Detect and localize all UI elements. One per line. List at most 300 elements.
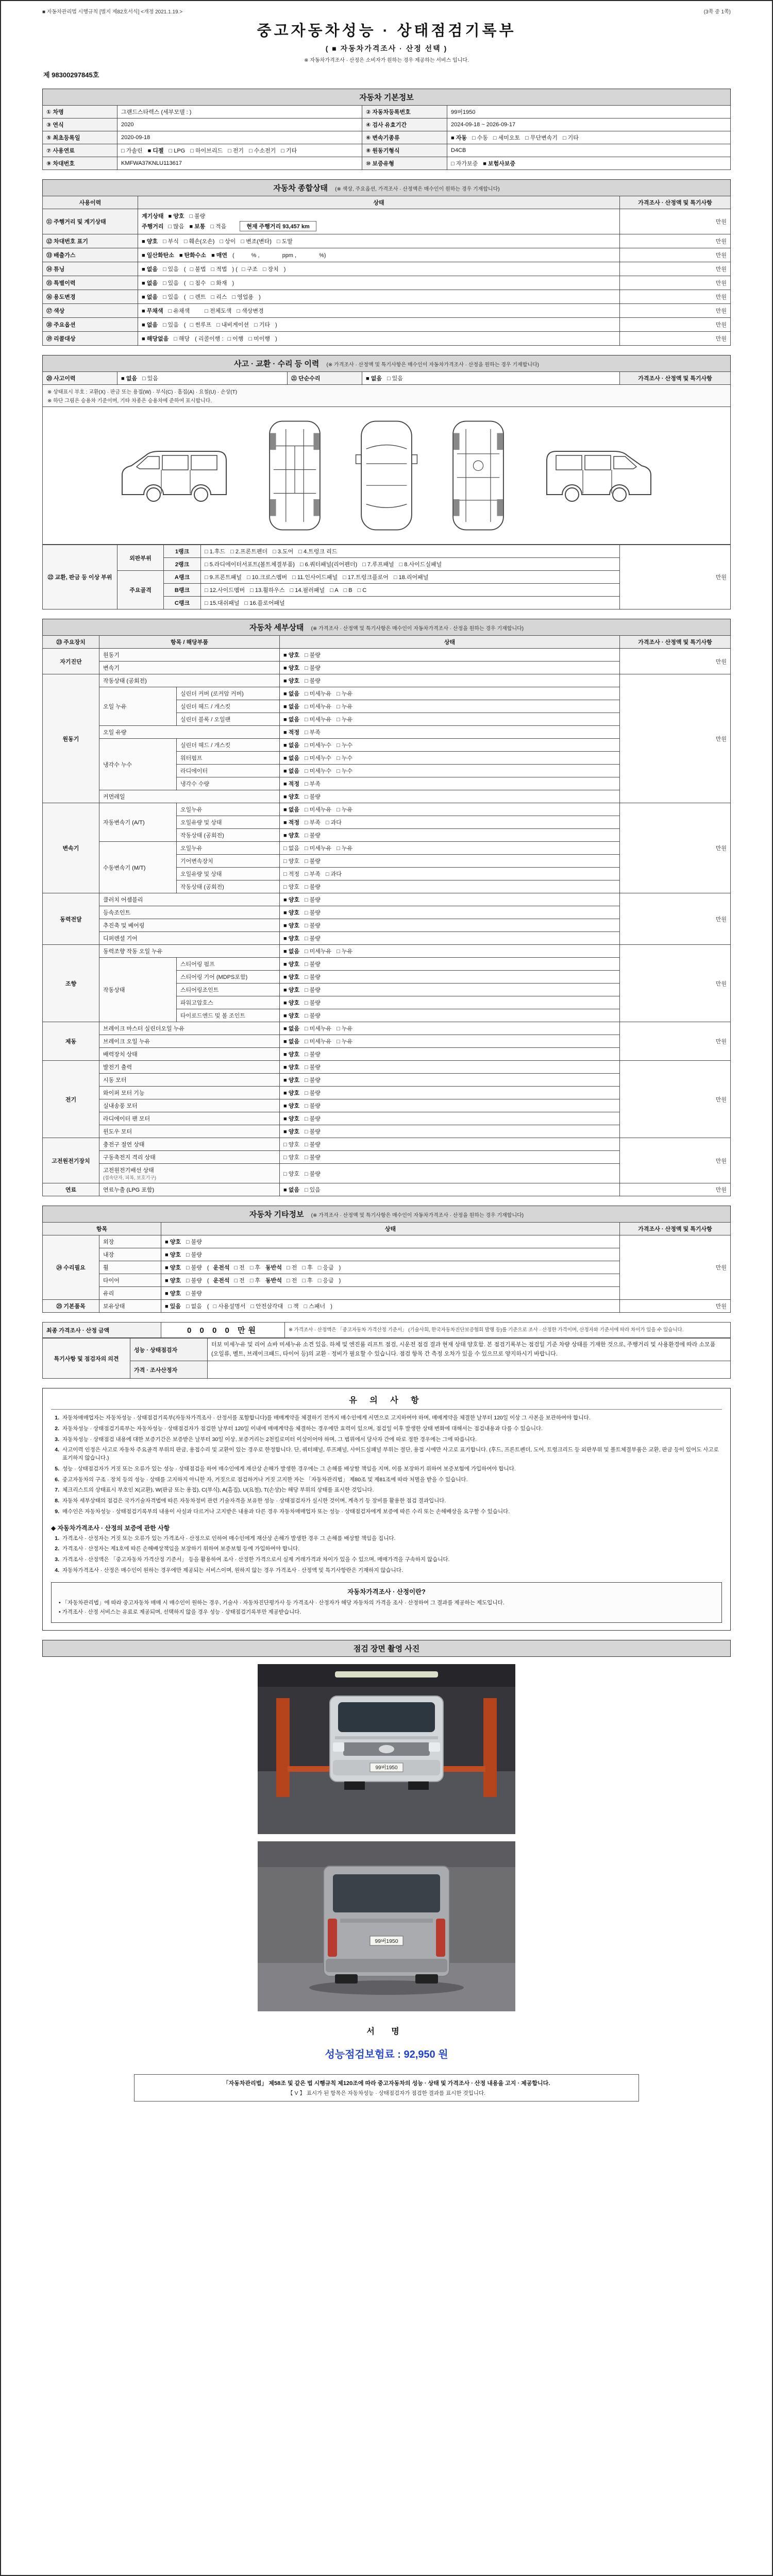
usage-history-row xyxy=(43,332,731,346)
checkbox-checked[interactable]: ■ 양호 xyxy=(283,833,299,839)
checkbox-unchecked[interactable]: □ 부족 xyxy=(304,781,321,787)
checkbox-unchecked[interactable]: □ 양호 xyxy=(283,1171,299,1177)
device-state xyxy=(280,726,620,739)
price-cell: 만원 xyxy=(620,332,731,346)
car-diagram-underbody-front xyxy=(261,416,328,535)
checkbox-unchecked[interactable]: □ 양호 xyxy=(283,858,299,865)
device-state xyxy=(280,945,620,958)
inspection-insurance-fee xyxy=(42,2046,731,2061)
checkbox-checked[interactable]: ■ 보통 xyxy=(189,224,206,230)
checkbox-unchecked[interactable]: □ 불량 xyxy=(304,1077,321,1083)
checkbox-checked[interactable]: ■ 양호 xyxy=(283,1052,299,1058)
checkbox-unchecked[interactable]: □ 미세누유 xyxy=(304,704,332,710)
checkbox-unchecked[interactable]: □ 미세누유 xyxy=(304,845,332,852)
checkbox-unchecked[interactable]: □ 불량 xyxy=(186,1291,202,1297)
checkbox-unchecked[interactable]: □ 없음 xyxy=(186,1303,202,1310)
checkbox-unchecked[interactable]: □ 부족 xyxy=(304,730,321,736)
checkbox-unchecked[interactable]: □ 기타 xyxy=(254,322,270,328)
checkbox-unchecked[interactable]: □ 누유 xyxy=(337,1039,353,1045)
checkbox-unchecked[interactable]: □ 영업용 xyxy=(232,294,254,300)
checkbox-unchecked[interactable]: □ 양호 xyxy=(283,1155,299,1161)
checkbox-unchecked[interactable]: □ 이행 xyxy=(227,336,244,342)
checkbox-unchecked[interactable]: □ 하이브리드 xyxy=(190,148,223,154)
field-sublabel: 운전석 xyxy=(213,1265,230,1271)
checkbox-checked[interactable]: ■ 양호 xyxy=(283,974,299,980)
checkbox-unchecked[interactable]: □ 수동 xyxy=(472,135,488,141)
checkbox-unchecked[interactable]: □ 12.사이드멤버 xyxy=(205,587,245,594)
checkbox-checked[interactable]: ■ 양호 xyxy=(165,1239,181,1245)
checkbox-checked[interactable]: ■ 양호 xyxy=(165,1278,181,1284)
checkbox-unchecked[interactable]: □ 불량 xyxy=(186,1278,202,1284)
checkbox-checked[interactable]: ■ 양호 xyxy=(168,213,184,219)
other-group-label: ㉕ 기본품목 xyxy=(43,1300,99,1313)
checkbox-unchecked[interactable]: □ 장치 xyxy=(262,266,279,273)
checkbox-unchecked[interactable]: □ 불량 xyxy=(304,961,321,968)
checkbox-unchecked[interactable]: □ 후 xyxy=(302,1278,313,1284)
checkbox-unchecked[interactable]: □ 미세누유 xyxy=(304,948,332,955)
checkbox-unchecked[interactable]: □ 미세누유 xyxy=(304,1026,332,1032)
guarantee-item-text: 가격조사 · 산정자는 거짓 또는 오류가 있는 가격조사 · 산정으로 인하여 매수인에게 재산상 손해가 발생한 경우 그 손해를 배상할 책임을 집니다. xyxy=(62,1535,396,1541)
checkbox-unchecked[interactable]: □ 해당 xyxy=(174,336,190,342)
checkbox-unchecked[interactable]: □ 불량 xyxy=(304,1090,321,1096)
checkbox-unchecked[interactable]: □ 있음 xyxy=(142,376,158,382)
basic-info-row xyxy=(43,118,731,131)
inline-text: ( xyxy=(183,322,186,328)
checkbox-unchecked[interactable]: □ 누유 xyxy=(337,717,353,723)
checkbox-checked[interactable]: ■ 양호 xyxy=(283,678,299,684)
checkbox-unchecked[interactable]: □ 불량 xyxy=(186,1239,202,1245)
checkbox-unchecked[interactable]: □ 미세누유 xyxy=(304,807,332,813)
checkbox-unchecked[interactable]: □ 있음 xyxy=(304,1187,321,1193)
checkbox-checked[interactable]: ■ 양호 xyxy=(283,961,299,968)
checkbox-unchecked[interactable]: □ 화재 xyxy=(211,280,227,286)
checkbox-checked[interactable]: ■ 없음 xyxy=(283,1026,299,1032)
device-state xyxy=(280,1074,620,1087)
checkbox-unchecked[interactable]: □ 있음 xyxy=(162,266,179,273)
checkbox-unchecked[interactable]: □ 적법 xyxy=(211,266,227,273)
checkbox-unchecked[interactable]: □ 불량 xyxy=(304,987,321,993)
device-state xyxy=(280,996,620,1009)
device-row xyxy=(43,1022,731,1035)
checkbox-checked[interactable]: ■ 디젤 xyxy=(147,148,164,154)
checkbox-unchecked[interactable]: □ 미세누유 xyxy=(304,1039,332,1045)
checkbox-unchecked[interactable]: □ 양호 xyxy=(283,1142,299,1148)
basic-info-row xyxy=(43,106,731,118)
checkbox-unchecked[interactable]: □ 전체도색 xyxy=(205,308,232,314)
checkbox-unchecked[interactable]: □ 기타 xyxy=(562,135,579,141)
inline-text: ( 리콜이행 : xyxy=(195,336,224,342)
checkbox-checked[interactable]: ■ 없음 xyxy=(142,266,158,273)
checkbox-unchecked[interactable]: □ 세미오토 xyxy=(493,135,520,141)
checkbox-unchecked[interactable]: □ 없음 xyxy=(283,845,299,852)
checkbox-unchecked[interactable]: □ 전 xyxy=(287,1265,297,1271)
checkbox-unchecked[interactable]: □ 사용설명서 xyxy=(213,1303,246,1310)
checkbox-unchecked[interactable]: □ 미세누수 xyxy=(304,755,332,761)
price-cell: 만원 xyxy=(620,545,731,609)
checkbox-unchecked[interactable]: □ 불량 xyxy=(304,1129,321,1135)
checkbox-unchecked[interactable]: □ 응급 xyxy=(317,1278,334,1284)
checkbox-checked[interactable]: ■ 양호 xyxy=(165,1252,181,1258)
checkbox-unchecked[interactable]: □ 17.트렁크플로어 xyxy=(343,574,389,581)
checkbox-checked[interactable]: ■ 자동 xyxy=(451,135,467,141)
checkbox-unchecked[interactable]: □ 리스 xyxy=(211,294,227,300)
checkbox-unchecked[interactable]: □ 적정 xyxy=(283,871,299,877)
checkbox-checked[interactable]: ■ 적정 xyxy=(283,730,299,736)
footer-legal-box xyxy=(134,2074,639,2102)
checkbox-unchecked[interactable]: □ 유채색 xyxy=(168,308,190,314)
device-state xyxy=(280,777,620,790)
checkbox-unchecked[interactable]: □ 색상변경 xyxy=(237,308,264,314)
rank-label: A랭크 xyxy=(164,571,201,584)
checkbox-unchecked[interactable]: □ 불량 xyxy=(304,910,321,916)
usage-history-row xyxy=(43,290,731,304)
opinion-row-appraiser xyxy=(43,1361,731,1379)
checkbox-checked[interactable]: ■ 없음 xyxy=(366,376,382,382)
device-row xyxy=(43,803,731,816)
checkbox-unchecked[interactable]: □ 안전삼각대 xyxy=(250,1303,283,1310)
checkbox-unchecked[interactable]: □ 불량 xyxy=(304,794,321,800)
checkbox-checked[interactable]: ■ 일산화탄소 xyxy=(142,252,174,259)
final-price-value xyxy=(161,1323,285,1338)
checkbox-unchecked[interactable]: □ 가솔린 xyxy=(121,148,143,154)
checkbox-checked[interactable]: ■ 양호 xyxy=(283,794,299,800)
checkbox-unchecked[interactable]: □ 불량 xyxy=(304,652,321,658)
appraiser-comment xyxy=(208,1361,731,1379)
device-subitem-label: 오일유량 및 상태 xyxy=(177,816,280,829)
checkbox-checked[interactable]: ■ 양호 xyxy=(283,1116,299,1122)
device-group-label: 고전원전기장치 xyxy=(43,1138,99,1183)
checkbox-unchecked[interactable]: □ 미이행 xyxy=(248,336,271,342)
checkbox-unchecked[interactable]: □ C xyxy=(357,587,367,594)
notice-item-number: 9. xyxy=(55,1508,59,1515)
checkbox-unchecked[interactable]: □ 후 xyxy=(249,1278,261,1284)
other-info-row xyxy=(43,1235,731,1248)
checkbox-unchecked[interactable]: □ 13.휠하우스 xyxy=(250,587,285,594)
field-label: ⑥ 변속기종류 xyxy=(362,131,447,144)
checkbox-checked[interactable]: ■ 양호 xyxy=(283,1103,299,1109)
device-subitem-label: 스티어링 펌프 xyxy=(177,958,280,971)
checkbox-unchecked[interactable]: □ 과다 xyxy=(325,820,342,826)
checkbox-checked[interactable]: ■ 없음 xyxy=(283,768,299,774)
opinion-label: 특기사항 및 점검자의 의견 xyxy=(43,1338,130,1379)
checkbox-unchecked[interactable]: □ 후 xyxy=(249,1265,261,1271)
checkbox-checked[interactable]: ■ 없음 xyxy=(283,807,299,813)
device-group-label: 제동 xyxy=(43,1022,99,1061)
device-state xyxy=(280,816,620,829)
basic-info-row xyxy=(43,157,731,170)
checkbox-unchecked[interactable]: □ 불량 xyxy=(304,897,321,903)
checkbox-checked[interactable]: ■ 없음 xyxy=(142,294,158,300)
checkbox-checked[interactable]: ■ 보험사보증 xyxy=(483,161,516,167)
form-reference-line xyxy=(42,7,731,15)
checkbox-unchecked[interactable]: □ 불량 xyxy=(189,213,206,219)
checkbox-unchecked[interactable]: □ 불량 xyxy=(304,1142,321,1148)
checkbox-unchecked[interactable]: □ 불량 xyxy=(304,936,321,942)
checkbox-unchecked[interactable]: □ 누수 xyxy=(337,755,353,761)
column-header-price: 가격조사 · 산정액 및 특기사항 xyxy=(620,1223,731,1235)
device-state xyxy=(280,700,620,713)
checkbox-unchecked[interactable]: □ 불량 xyxy=(304,1116,321,1122)
checkbox-unchecked[interactable]: □ 전 xyxy=(234,1278,245,1284)
device-state xyxy=(280,739,620,752)
device-state xyxy=(280,1022,620,1035)
checkbox-unchecked[interactable]: □ 불량 xyxy=(304,1052,321,1058)
checkbox-checked[interactable]: ■ 탄화수소 xyxy=(179,252,207,259)
checkbox-checked[interactable]: ■ 없음 xyxy=(283,948,299,955)
checkbox-unchecked[interactable]: □ 11.인사이드패널 xyxy=(292,574,338,581)
checkbox-unchecked[interactable]: □ 4.트렁크 리드 xyxy=(298,549,338,555)
checkbox-unchecked[interactable]: □ LPG xyxy=(169,148,186,154)
field-label: ⑧ 원동기형식 xyxy=(362,144,447,157)
checkbox-unchecked[interactable]: □ 많음 xyxy=(168,224,184,230)
checkbox-unchecked[interactable]: □ 내비게이션 xyxy=(216,322,249,328)
checkbox-unchecked[interactable]: □ 잭 xyxy=(288,1303,299,1310)
checkbox-unchecked[interactable]: □ 불법 xyxy=(190,266,206,273)
section-final-price xyxy=(42,1322,731,1379)
checkbox-checked[interactable]: ■ 양호 xyxy=(283,1077,299,1083)
checkbox-unchecked[interactable]: □ 있음 xyxy=(162,280,179,286)
checkbox-unchecked[interactable]: □ 부족 xyxy=(304,871,321,877)
other-item-state xyxy=(161,1261,620,1274)
checkbox-checked[interactable]: ■ 양호 xyxy=(283,1090,299,1096)
checkbox-unchecked[interactable]: □ 1.후드 xyxy=(205,549,226,555)
history-item-label: ⑯ 용도변경 xyxy=(43,290,138,304)
history-item-label: ⑪ 주행거리 및 계기상태 xyxy=(43,209,138,234)
checkbox-checked[interactable]: ■ 양호 xyxy=(283,1064,299,1071)
notice-item-number: 8. xyxy=(55,1498,59,1504)
checkbox-checked[interactable]: ■ 없음 xyxy=(283,717,299,723)
checkbox-unchecked[interactable]: □ 기타 xyxy=(281,148,297,154)
checkbox-checked[interactable]: ■ 없음 xyxy=(283,691,299,697)
device-group-label: 연료 xyxy=(43,1183,99,1196)
price-guarantee-list xyxy=(51,1535,722,1575)
checkbox-unchecked[interactable]: □ 적음 xyxy=(210,224,227,230)
checkbox-checked[interactable]: ■ 없음 xyxy=(283,742,299,749)
device-item-label: 커먼레일 xyxy=(99,790,280,803)
device-item-label: 추진축 및 베어링 xyxy=(99,919,280,932)
checkbox-checked[interactable]: ■ 없음 xyxy=(142,280,158,286)
checkbox-checked[interactable]: ■ 없음 xyxy=(283,1039,299,1045)
checkbox-unchecked[interactable]: □ 전 xyxy=(287,1278,297,1284)
rank-label: C랭크 xyxy=(164,597,201,609)
price-cell: 만원 xyxy=(620,318,731,332)
inline-text: ( % , ppm , %) xyxy=(232,252,326,259)
device-state xyxy=(280,829,620,842)
device-subitem-label: 타이로드엔드 및 볼 조인트 xyxy=(177,1009,280,1022)
checkbox-unchecked[interactable]: □ 과다 xyxy=(325,871,342,877)
checkbox-unchecked[interactable]: □ 누수 xyxy=(337,742,353,749)
checkbox-unchecked[interactable]: □ 불량 xyxy=(304,1000,321,1006)
frame-group-label: 주요골격 xyxy=(117,571,164,609)
device-row xyxy=(43,893,731,906)
device-row xyxy=(43,1061,731,1074)
checkbox-unchecked[interactable]: □ 불량 xyxy=(186,1252,202,1258)
checkbox-unchecked[interactable]: □ 전기 xyxy=(228,148,244,154)
checkbox-unchecked[interactable]: □ 불량 xyxy=(304,833,321,839)
inline-text: ) xyxy=(339,1278,341,1284)
history-item-label: ⑬ 배출가스 xyxy=(43,248,138,262)
device-item-label: 실내송풍 모터 xyxy=(99,1099,280,1112)
checkbox-checked[interactable]: ■ 없음 xyxy=(283,1187,299,1193)
notice-item-text: 자동차성능 · 상태점검 내용에 대한 보증기간은 보증받은 날부터 30일 이상, 보증거리는 2천킬로미터 이상이어야 하며, 그 범위에서 당사자 간에 따로 정한 경우에는 그에 따릅니다. xyxy=(62,1436,477,1443)
checkbox-unchecked[interactable]: □ 누유 xyxy=(337,948,353,955)
checkbox-unchecked[interactable]: □ 변조(변타) xyxy=(241,239,272,245)
price-cell: 만원 xyxy=(620,1022,731,1061)
field-value: 99버1950 xyxy=(447,106,731,118)
checkbox-unchecked[interactable]: □ 있음 xyxy=(386,376,403,382)
section-title-basic xyxy=(42,89,731,105)
device-group-label: 변속기 xyxy=(43,803,99,893)
checkbox-checked[interactable]: ■ 양호 xyxy=(165,1291,181,1297)
checkbox-checked[interactable]: ■ 없음 xyxy=(142,322,158,328)
checkbox-unchecked[interactable]: □ 불량 xyxy=(304,1064,321,1071)
guarantee-item-text: 자동차가격조사 · 산정은 매수인이 원하는 경우에만 제공되는 서비스이며, 원하지 않는 경우 가격조사 · 산정액 및 특기사항란은 기재하지 않습니다. xyxy=(62,1567,403,1573)
checkbox-checked[interactable]: ■ 양호 xyxy=(283,910,299,916)
checkbox-unchecked[interactable]: □ 썬루프 xyxy=(190,322,212,328)
checkbox-unchecked[interactable]: □ 양호 xyxy=(283,884,299,890)
checkbox-unchecked[interactable]: □ 불량 xyxy=(304,665,321,671)
history-item-label: ⑱ 주요옵션 xyxy=(43,318,138,332)
checkbox-checked[interactable]: ■ 양호 xyxy=(165,1265,181,1271)
other-item-label: 유리 xyxy=(99,1287,161,1300)
checkbox-checked[interactable]: ■ 양호 xyxy=(283,1129,299,1135)
inspection-photo-rear xyxy=(258,1841,515,2011)
checkbox-unchecked[interactable]: □ 미세누유 xyxy=(304,691,332,697)
checkbox-unchecked[interactable]: □ 침수 xyxy=(190,280,206,286)
inline-text: ) xyxy=(330,1303,332,1310)
checkbox-unchecked[interactable]: □ 있음 xyxy=(162,294,179,300)
checkbox-unchecked[interactable]: □ 응급 xyxy=(317,1265,334,1271)
checkbox-unchecked[interactable]: □ 불량 xyxy=(304,678,321,684)
checkbox-checked[interactable]: ■ 양호 xyxy=(283,987,299,993)
notice-item-text: 자동차매매업자는 자동차성능 · 상태점검기록부(자동차가격조사 · 산정서를 포함합니다)를 매매계약을 체결하기 전까지 매수인에게 서면으로 고지하여야 하며, 매매계약을 체결한 날부터 120일 이상 그 사본을 보관하여야 합니다. xyxy=(62,1415,591,1421)
checkbox-unchecked[interactable]: □ 미세누수 xyxy=(304,742,332,749)
checkbox-unchecked[interactable]: □ 6.쿼터패널(리어펜더) xyxy=(299,562,358,568)
checkbox-unchecked[interactable]: □ 도말 xyxy=(276,239,293,245)
device-state xyxy=(280,932,620,945)
checkbox-checked[interactable]: ■ 해당없음 xyxy=(142,336,169,342)
checkbox-unchecked[interactable]: □ 불량 xyxy=(304,974,321,980)
checkbox-unchecked[interactable]: □ 누유 xyxy=(337,704,353,710)
car-diagram-underbody-rear xyxy=(445,416,512,535)
checkbox-unchecked[interactable]: □ 불량 xyxy=(186,1265,202,1271)
checkbox-unchecked[interactable]: □ 불량 xyxy=(304,923,321,929)
checkbox-checked[interactable]: ■ 없음 xyxy=(283,755,299,761)
device-state xyxy=(280,893,620,906)
other-item-label: 외장 xyxy=(99,1235,161,1248)
checkbox-unchecked[interactable]: □ 3.도어 xyxy=(273,549,294,555)
checkbox-unchecked[interactable]: □ B xyxy=(343,587,352,594)
fee-label: 성능점검보험료 : xyxy=(325,2049,401,2061)
checkbox-unchecked[interactable]: □ 16.플로어패널 xyxy=(244,600,285,606)
checkbox-unchecked[interactable]: □ 5.라디에이터서포트(볼트체결부품) xyxy=(205,562,295,568)
checkbox-unchecked[interactable]: □ 상이 xyxy=(220,239,236,245)
checkbox-unchecked[interactable]: □ 구조 xyxy=(241,266,258,273)
device-subitem-label: 스티어링 기어 (MDPS포함) xyxy=(177,971,280,984)
checkbox-unchecked[interactable]: □ 불량 xyxy=(304,1171,321,1177)
fee-value: 92,950 원 xyxy=(404,2049,448,2061)
section-title-note: (※ 가격조사 · 산정액 및 특기사항은 매수인이 자동차가격조사 · 산정을 원하는 경우 기재합니다) xyxy=(326,362,540,368)
checkbox-unchecked[interactable]: □ 누유 xyxy=(337,691,353,697)
guarantee-item-text: 가격조사 · 산정자는 제1호에 따른 손해배상책임을 보장하기 위하여 보증보험 등에 가입하여야 합니다. xyxy=(62,1546,300,1552)
price-cell: 만원 xyxy=(620,248,731,262)
checkbox-unchecked[interactable]: □ 2.프론트펜더 xyxy=(230,549,268,555)
checkbox-unchecked[interactable]: □ A xyxy=(330,587,339,594)
checkbox-checked[interactable]: ■ 없음 xyxy=(283,704,299,710)
checkbox-unchecked[interactable]: □ 9.프론트패널 xyxy=(205,574,242,581)
checkbox-checked[interactable]: ■ 무채색 xyxy=(142,308,163,314)
checkbox-unchecked[interactable]: □ 있음 xyxy=(162,322,179,328)
checkbox-checked[interactable]: ■ 양호 xyxy=(283,1013,299,1019)
basic-info-table xyxy=(42,105,731,170)
checkbox-unchecked[interactable]: □ 18.리어패널 xyxy=(393,574,429,581)
page-number: (3쪽 중 1쪽) xyxy=(703,9,731,15)
device-group-label: 전기 xyxy=(43,1061,99,1138)
checkbox-unchecked[interactable]: □ 7.루프패널 xyxy=(362,562,394,568)
checkbox-unchecked[interactable]: □ 14.필러패널 xyxy=(290,587,325,594)
field-label: ⑤ 최초등록일 xyxy=(43,131,117,144)
checkbox-checked[interactable]: ■ 양호 xyxy=(283,936,299,942)
checkbox-unchecked[interactable]: □ 미세누유 xyxy=(304,717,332,723)
checkbox-unchecked[interactable]: □ 전 xyxy=(234,1265,245,1271)
price-cell: 만원 xyxy=(620,290,731,304)
checkbox-checked[interactable]: ■ 양호 xyxy=(283,897,299,903)
page-title: 중고자동차성능 · 상태점검기록부 xyxy=(257,23,516,39)
checkbox-unchecked[interactable]: □ 15.대쉬패널 xyxy=(205,600,240,606)
checkbox-checked[interactable]: ■ 적정 xyxy=(283,820,299,826)
checkbox-unchecked[interactable]: □ 10.크로스멤버 xyxy=(247,574,288,581)
checkbox-unchecked[interactable]: □ 누수 xyxy=(337,768,353,774)
checkbox-unchecked[interactable]: □ 부식 xyxy=(162,239,179,245)
checkbox-unchecked[interactable]: □ 누유 xyxy=(337,845,353,852)
section-signature xyxy=(42,2025,731,2061)
checkbox-unchecked[interactable]: □ 불량 xyxy=(304,1013,321,1019)
checkbox-unchecked[interactable]: □ 미세누수 xyxy=(304,768,332,774)
checkbox-unchecked[interactable]: □ 자가보증 xyxy=(451,161,478,167)
checkbox-checked[interactable]: ■ 있음 xyxy=(165,1303,181,1310)
checkbox-checked[interactable]: ■ 없음 xyxy=(121,376,137,382)
checkbox-unchecked[interactable]: □ 훼손(오손) xyxy=(183,239,215,245)
checkbox-checked[interactable]: ■ 양호 xyxy=(283,652,299,658)
checkbox-checked[interactable]: ■ 양호 xyxy=(283,923,299,929)
checkbox-unchecked[interactable]: □ 스패너 xyxy=(304,1303,326,1310)
checkbox-unchecked[interactable]: □ 후 xyxy=(302,1265,313,1271)
checkbox-unchecked[interactable]: □ 부족 xyxy=(304,820,321,826)
device-subitem-label: 스티어링조인트 xyxy=(177,984,280,996)
checkbox-unchecked[interactable]: □ 불량 xyxy=(304,1155,321,1161)
checkbox-unchecked[interactable]: □ 누유 xyxy=(337,1026,353,1032)
checkbox-checked[interactable]: ■ 양호 xyxy=(283,665,299,671)
checkbox-unchecked[interactable]: □ 무단변속기 xyxy=(525,135,558,141)
inline-text: ) xyxy=(232,280,234,286)
checkbox-unchecked[interactable]: □ 불량 xyxy=(304,884,321,890)
other-item-state xyxy=(161,1235,620,1248)
checkbox-checked[interactable]: ■ 양호 xyxy=(142,239,158,245)
checkbox-checked[interactable]: ■ 양호 xyxy=(283,1000,299,1006)
checkbox-unchecked[interactable]: □ 8.사이드실패널 xyxy=(399,562,442,568)
device-row xyxy=(43,674,731,687)
checkbox-checked[interactable]: ■ 매연 xyxy=(211,252,228,259)
appraiser-role-label: 가격 · 조사산정자 xyxy=(130,1361,208,1379)
checkbox-unchecked[interactable]: □ 렌트 xyxy=(190,294,206,300)
inspector-comment: 터보 미세누유 및 리어 쇼바 미세누유 소견 있음. 하체 및 엔진룸 리프트 점검, 시운전 점검 결과 현재 상태 양호함. 본 점검기록부는 점검일 기준 차량 상태를 기재한 것으로, 주행거리 및 사용환경에 따라 소모품(오일류, 벨트, 브레이크패드, 타이어 등)의 교환 · 정비가 필요할 수 있습니다. 점검 항목 간 측정 오차가 있을 수 있으므로 양지하시기 바랍니다. xyxy=(208,1338,731,1361)
checkbox-unchecked[interactable]: □ 불량 xyxy=(304,858,321,865)
checkbox-unchecked[interactable]: □ 수소전기 xyxy=(249,148,276,154)
checkbox-unchecked[interactable]: □ 불량 xyxy=(304,1103,321,1109)
checkbox-checked[interactable]: ■ 적정 xyxy=(283,781,299,787)
checkbox-unchecked[interactable]: □ 누유 xyxy=(337,807,353,813)
notice-item-text: 자동차성능 · 상태점검기록부는 자동차성능 · 상태점검자가 점검한 날부터 120일 이내에 매매계약을 체결하는 경우에만 효력이 있으며, 점검일 이후 발생한 상태 변화에 대해서는 점검내용과 다를 수 있습니다. xyxy=(62,1425,543,1432)
